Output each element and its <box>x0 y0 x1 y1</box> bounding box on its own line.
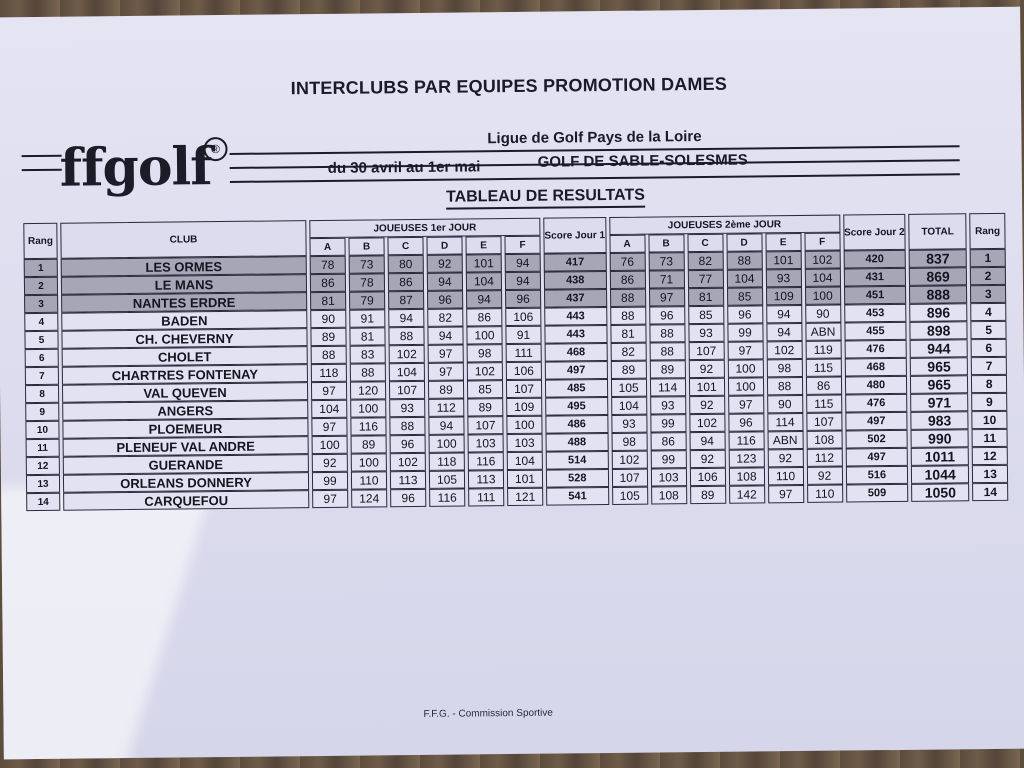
day2-player-score-cell: 92 <box>767 449 803 467</box>
day2-player-score-cell: ABN <box>805 323 841 341</box>
day2-player-score-cell: 89 <box>649 360 685 378</box>
day1-player-score-cell: 89 <box>351 435 387 453</box>
total-cell: 1011 <box>911 447 969 466</box>
day2-player-score-cell: 99 <box>650 414 686 432</box>
document-title: INTERCLUBS PAR EQUIPES PROMOTION DAMES <box>290 73 728 99</box>
score-day1-cell: 541 <box>546 487 609 506</box>
sunlight-patch <box>0 485 213 759</box>
day1-player-score-cell: 90 <box>310 310 346 328</box>
club-name-cell: PLOEMEUR <box>62 418 308 439</box>
day2-player-score-cell: 102 <box>766 341 802 359</box>
day2-player-score-cell: 82 <box>610 343 646 361</box>
rank-cell: 9 <box>25 403 59 421</box>
day1-player-score-cell: 116 <box>468 452 504 470</box>
rank-cell: 3 <box>24 295 58 313</box>
day1-player-score-cell: 86 <box>310 274 346 292</box>
club-name-cell: LE MANS <box>61 274 307 295</box>
rank-cell: 6 <box>25 349 59 367</box>
header-day1-players: JOUEUSES 1er JOUR <box>309 218 540 238</box>
rank-right-cell: 9 <box>971 393 1007 411</box>
score-day2-cell: 451 <box>844 286 907 305</box>
rank-right-cell: 3 <box>970 285 1006 303</box>
score-day2-cell: 497 <box>845 412 908 431</box>
event-dates: du 30 avril au 1er mai <box>327 158 481 177</box>
day1-player-score-cell: 93 <box>389 399 425 417</box>
header-rang: Rang <box>23 223 57 259</box>
score-day1-cell: 438 <box>544 271 607 290</box>
rank-right-cell: 11 <box>972 429 1008 447</box>
day1-player-score-cell: 73 <box>349 255 385 273</box>
day1-player-score-cell: 121 <box>507 488 543 506</box>
day1-player-score-cell: 78 <box>349 273 385 291</box>
day1-player-score-cell: 106 <box>505 308 541 326</box>
day2-player-score-cell: 90 <box>805 305 841 323</box>
club-name-cell: LES ORMES <box>61 256 307 277</box>
day2-player-score-cell: 104 <box>611 397 647 415</box>
total-cell: 898 <box>910 321 968 340</box>
club-name-cell: NANTES ERDRE <box>61 292 307 313</box>
rank-right-cell: 7 <box>971 357 1007 375</box>
score-day2-cell: 420 <box>843 250 906 269</box>
day2-player-score-cell: 100 <box>728 377 764 395</box>
score-day1-cell: 528 <box>546 469 609 488</box>
day1-player-score-cell: 92 <box>427 255 463 273</box>
score-day1-cell: 486 <box>545 415 608 434</box>
rank-cell: 13 <box>26 475 60 493</box>
results-table <box>20 213 1011 511</box>
rank-cell: 5 <box>24 331 58 349</box>
score-day1-cell: 443 <box>544 325 607 344</box>
day2-player-score-cell: 115 <box>806 395 842 413</box>
day2-player-score-cell: 115 <box>805 359 841 377</box>
day2-player-score-cell: 104 <box>726 269 762 287</box>
day1-player-score-cell: 96 <box>390 489 426 507</box>
day2-player-score-cell: 81 <box>688 288 724 306</box>
total-cell: 837 <box>909 249 967 268</box>
rank-right-cell: 10 <box>972 411 1008 429</box>
day1-player-score-cell: 89 <box>428 381 464 399</box>
day1-player-score-cell: 89 <box>467 398 503 416</box>
day2-player-score-cell: 108 <box>728 467 764 485</box>
rank-right-cell: 14 <box>972 483 1008 501</box>
day1-player-score-cell: 81 <box>310 292 346 310</box>
day1-player-score-cell: 83 <box>350 345 386 363</box>
day1-player-score-cell: 105 <box>429 470 465 488</box>
club-name-cell: PLENEUF VAL ANDRE <box>63 436 309 457</box>
day2-player-score-cell: 110 <box>807 485 843 503</box>
score-day2-cell: 516 <box>845 466 908 485</box>
score-day1-cell: 485 <box>545 379 608 398</box>
total-cell: 965 <box>910 375 968 394</box>
day1-player-score-cell: 94 <box>427 327 463 345</box>
day2-player-score-cell: 105 <box>611 379 647 397</box>
rank-cell: 12 <box>26 457 60 475</box>
club-name-cell: CHARTRES FONTENAY <box>62 364 308 385</box>
day2-player-score-cell: 86 <box>806 377 842 395</box>
day2-player-score-cell: 123 <box>728 449 764 467</box>
day1-player-score-cell: 79 <box>349 291 385 309</box>
day1-player-score-cell: 88 <box>311 346 347 364</box>
score-day1-cell: 468 <box>545 343 608 362</box>
day1-player-score-cell: 78 <box>310 256 346 274</box>
day2-player-score-cell: 85 <box>727 287 763 305</box>
day1-player-score-cell: 100 <box>312 436 348 454</box>
day2-player-score-cell: ABN <box>767 431 803 449</box>
day2-player-score-cell: 76 <box>609 253 645 271</box>
day1-player-score-cell: 118 <box>429 452 465 470</box>
day1-player-score-cell: 101 <box>466 254 502 272</box>
day1-player-score-cell: 111 <box>506 344 542 362</box>
score-day1-cell: 497 <box>545 361 608 380</box>
day1-player-score-cell: 87 <box>388 291 424 309</box>
day1-player-score-cell: 104 <box>507 452 543 470</box>
day2-player-score-cell: 104 <box>804 269 840 287</box>
day2-player-score-cell: 89 <box>610 361 646 379</box>
logo-text: ffgolf <box>59 136 212 199</box>
day2-player-score-cell: 88 <box>726 251 762 269</box>
day2-player-score-cell: 92 <box>806 467 842 485</box>
day1-player-score-cell: 97 <box>428 345 464 363</box>
day1-player-score-cell: 110 <box>351 471 387 489</box>
day1-player-score-cell: 100 <box>351 453 387 471</box>
score-day2-cell: 468 <box>844 358 907 377</box>
club-name-cell: CHOLET <box>62 346 308 367</box>
rank-right-cell: 8 <box>971 375 1007 393</box>
day2-player-score-cell: 114 <box>650 378 686 396</box>
day1-player-score-cell: 96 <box>390 435 426 453</box>
league-subtitle: Ligue de Golf Pays de la Loire <box>487 128 702 148</box>
day1-player-score-cell: 99 <box>312 472 348 490</box>
total-cell: 1044 <box>911 465 969 484</box>
day2-player-score-cell: 105 <box>612 487 648 505</box>
day1-player-score-cell: 113 <box>468 470 504 488</box>
day2-player-score-cell: 86 <box>650 432 686 450</box>
day1-player-score-cell: 88 <box>388 327 424 345</box>
day2-player-score-cell: 98 <box>611 433 647 451</box>
day1-player-score-cell: 97 <box>311 382 347 400</box>
day2-player-score-cell: 81 <box>610 325 646 343</box>
day2-player-score-cell: 110 <box>767 467 803 485</box>
score-day1-cell: 437 <box>544 289 607 308</box>
day2-player-score-cell: 88 <box>649 324 685 342</box>
day2-player-score-cell: 73 <box>648 252 684 270</box>
day2-player-score-cell: 100 <box>727 359 763 377</box>
day1-player-score-cell: 101 <box>507 470 543 488</box>
day2-player-score-cell: 108 <box>806 431 842 449</box>
day2-player-score-cell: 86 <box>609 271 645 289</box>
day1-player-score-cell: 107 <box>389 381 425 399</box>
day2-player-score-cell: 89 <box>690 486 726 504</box>
total-cell: 983 <box>911 411 969 430</box>
rank-right-cell: 12 <box>972 447 1008 465</box>
rank-cell: 2 <box>24 277 58 295</box>
logo-line <box>22 155 62 157</box>
header-player-day2-f: F <box>804 233 840 251</box>
header-score-day1: Score Jour 1 <box>543 217 606 254</box>
day2-player-score-cell: 109 <box>766 287 802 305</box>
day1-player-score-cell: 113 <box>390 471 426 489</box>
total-cell: 869 <box>909 267 967 286</box>
header-player-day1-b: B <box>348 237 384 255</box>
score-day1-cell: 443 <box>544 307 607 326</box>
day2-player-score-cell: 106 <box>689 468 725 486</box>
club-name-cell: CH. CHEVERNY <box>61 328 307 349</box>
day1-player-score-cell: 82 <box>427 309 463 327</box>
rank-cell: 11 <box>26 439 60 457</box>
header-rang-right: Rang <box>969 213 1005 249</box>
day1-player-score-cell: 111 <box>468 488 504 506</box>
day1-player-score-cell: 96 <box>427 291 463 309</box>
day1-player-score-cell: 124 <box>351 489 387 507</box>
day1-player-score-cell: 85 <box>467 380 503 398</box>
score-day2-cell: 476 <box>845 394 908 413</box>
day2-player-score-cell: 90 <box>767 395 803 413</box>
logo-line <box>22 169 62 171</box>
day2-player-score-cell: 108 <box>651 486 687 504</box>
rank-right-cell: 6 <box>971 339 1007 357</box>
day1-player-score-cell: 104 <box>389 363 425 381</box>
header-player-day1-a: A <box>309 238 345 256</box>
day2-player-score-cell: 98 <box>766 359 802 377</box>
day2-player-score-cell: 94 <box>766 323 802 341</box>
day1-player-score-cell: 104 <box>466 272 502 290</box>
rank-cell: 7 <box>25 367 59 385</box>
total-cell: 971 <box>910 393 968 412</box>
day1-player-score-cell: 102 <box>389 345 425 363</box>
event-venue: GOLF DE SABLE-SOLESMES <box>537 151 748 171</box>
day2-player-score-cell: 100 <box>805 287 841 305</box>
day1-player-score-cell: 116 <box>429 488 465 506</box>
day1-player-score-cell: 112 <box>428 399 464 417</box>
day2-player-score-cell: 96 <box>649 306 685 324</box>
day1-player-score-cell: 103 <box>468 434 504 452</box>
header-total: TOTAL <box>908 213 966 250</box>
header-day2-players: JOUEUSES 2ème JOUR <box>609 215 840 235</box>
score-day1-cell: 417 <box>544 253 607 272</box>
day1-player-score-cell: 116 <box>350 417 386 435</box>
day1-player-score-cell: 91 <box>349 309 385 327</box>
club-name-cell: BADEN <box>61 310 307 331</box>
day1-player-score-cell: 97 <box>311 418 347 436</box>
club-name-cell: GUERANDE <box>63 454 309 475</box>
day1-player-score-cell: 96 <box>505 290 541 308</box>
results-sheet <box>0 7 1024 760</box>
score-day2-cell: 502 <box>845 430 908 449</box>
day2-player-score-cell: 88 <box>767 377 803 395</box>
day2-player-score-cell: 107 <box>688 342 724 360</box>
rank-cell: 10 <box>25 421 59 439</box>
day2-player-score-cell: 99 <box>650 450 686 468</box>
day2-player-score-cell: 92 <box>688 360 724 378</box>
day2-player-score-cell: 92 <box>689 396 725 414</box>
total-cell: 896 <box>909 303 967 322</box>
day1-player-score-cell: 103 <box>507 434 543 452</box>
day1-player-score-cell: 118 <box>311 364 347 382</box>
header-score-day2: Score Jour 2 <box>843 214 906 251</box>
header-player-day2-b: B <box>648 234 684 252</box>
day2-player-score-cell: 88 <box>649 342 685 360</box>
club-name-cell: VAL QUEVEN <box>62 382 308 403</box>
day1-player-score-cell: 102 <box>390 453 426 471</box>
header-player-day2-a: A <box>609 235 645 253</box>
day1-player-score-cell: 107 <box>467 416 503 434</box>
day1-player-score-cell: 88 <box>350 363 386 381</box>
header-player-day1-f: F <box>504 236 540 254</box>
day2-player-score-cell: 96 <box>728 413 764 431</box>
header-player-day1-c: C <box>387 237 423 255</box>
day2-player-score-cell: 116 <box>728 431 764 449</box>
day2-player-score-cell: 82 <box>687 252 723 270</box>
day2-player-score-cell: 97 <box>727 341 763 359</box>
day2-player-score-cell: 77 <box>687 270 723 288</box>
header-player-day2-c: C <box>687 234 723 252</box>
day2-player-score-cell: 88 <box>610 289 646 307</box>
day2-player-score-cell: 112 <box>806 449 842 467</box>
day2-player-score-cell: 94 <box>689 432 725 450</box>
rank-cell: 8 <box>25 385 59 403</box>
club-name-cell: ORLEANS DONNERY <box>63 472 309 493</box>
day2-player-score-cell: 102 <box>611 451 647 469</box>
day1-player-score-cell: 86 <box>466 308 502 326</box>
footer-note: F.F.G. - Commission Sportive <box>423 707 554 720</box>
rank-right-cell: 1 <box>970 249 1006 267</box>
score-day2-cell: 480 <box>845 376 908 395</box>
score-day2-cell: 453 <box>844 304 907 323</box>
score-day2-cell: 509 <box>846 484 909 503</box>
day2-player-score-cell: 93 <box>611 415 647 433</box>
day2-player-score-cell: 107 <box>611 469 647 487</box>
day1-player-score-cell: 100 <box>429 434 465 452</box>
total-cell: 888 <box>909 285 967 304</box>
total-cell: 990 <box>911 429 969 448</box>
day2-player-score-cell: 97 <box>728 395 764 413</box>
score-day1-cell: 495 <box>545 397 608 416</box>
day2-player-score-cell: 88 <box>610 307 646 325</box>
total-cell: 965 <box>910 357 968 376</box>
day1-player-score-cell: 88 <box>389 417 425 435</box>
day1-player-score-cell: 81 <box>349 327 385 345</box>
day2-player-score-cell: 101 <box>689 378 725 396</box>
rank-right-cell: 4 <box>970 303 1006 321</box>
header-player-day1-d: D <box>426 237 462 255</box>
score-day2-cell: 455 <box>844 322 907 341</box>
day1-player-score-cell: 94 <box>505 254 541 272</box>
day2-player-score-cell: 102 <box>804 251 840 269</box>
day1-player-score-cell: 94 <box>427 273 463 291</box>
score-day2-cell: 431 <box>843 268 906 287</box>
day1-player-score-cell: 97 <box>312 490 348 508</box>
score-day2-cell: 476 <box>844 340 907 359</box>
club-name-cell: CARQUEFOU <box>63 490 309 511</box>
day1-player-score-cell: 86 <box>388 273 424 291</box>
day1-player-score-cell: 104 <box>311 400 347 418</box>
day2-player-score-cell: 99 <box>727 323 763 341</box>
day1-player-score-cell: 94 <box>388 309 424 327</box>
day2-player-score-cell: 97 <box>768 485 804 503</box>
rank-right-cell: 2 <box>970 267 1006 285</box>
header-player-day1-e: E <box>465 236 501 254</box>
day2-player-score-cell: 101 <box>765 251 801 269</box>
score-day2-cell: 497 <box>845 448 908 467</box>
day1-player-score-cell: 100 <box>506 416 542 434</box>
day2-player-score-cell: 107 <box>806 413 842 431</box>
day1-player-score-cell: 92 <box>312 454 348 472</box>
day2-player-score-cell: 102 <box>689 414 725 432</box>
score-day1-cell: 514 <box>546 451 609 470</box>
club-name-cell: ANGERS <box>62 400 308 421</box>
day2-player-score-cell: 96 <box>727 305 763 323</box>
header-player-day2-d: D <box>726 233 762 251</box>
day1-player-score-cell: 107 <box>506 380 542 398</box>
day2-player-score-cell: 93 <box>765 269 801 287</box>
day2-player-score-cell: 85 <box>688 306 724 324</box>
ffgolf-logo <box>21 135 252 207</box>
day1-player-score-cell: 97 <box>428 363 464 381</box>
rank-right-cell: 13 <box>972 465 1008 483</box>
total-cell: 1050 <box>911 483 969 502</box>
day1-player-score-cell: 89 <box>310 328 346 346</box>
day1-player-score-cell: 91 <box>505 326 541 344</box>
day2-player-score-cell: 93 <box>688 324 724 342</box>
day1-player-score-cell: 80 <box>388 255 424 273</box>
rank-cell: 4 <box>24 313 58 331</box>
day1-player-score-cell: 120 <box>350 381 386 399</box>
day1-player-score-cell: 94 <box>428 417 464 435</box>
day2-player-score-cell: 142 <box>729 485 765 503</box>
day2-player-score-cell: 97 <box>649 288 685 306</box>
day1-player-score-cell: 100 <box>466 326 502 344</box>
header-club: CLUB <box>60 220 306 259</box>
total-cell: 944 <box>910 339 968 358</box>
day2-player-score-cell: 71 <box>648 270 684 288</box>
day2-player-score-cell: 94 <box>766 305 802 323</box>
rank-cell: 14 <box>26 493 60 511</box>
day1-player-score-cell: 94 <box>466 290 502 308</box>
results-body <box>24 249 1009 511</box>
table-title: TABLEAU DE RESULTATS <box>446 187 645 210</box>
day1-player-score-cell: 102 <box>467 362 503 380</box>
day2-player-score-cell: 119 <box>805 341 841 359</box>
registered-mark-icon: ® <box>203 137 227 161</box>
score-day1-cell: 488 <box>546 433 609 452</box>
rank-right-cell: 5 <box>971 321 1007 339</box>
day2-player-score-cell: 92 <box>689 450 725 468</box>
day1-player-score-cell: 109 <box>506 398 542 416</box>
day2-player-score-cell: 93 <box>650 396 686 414</box>
day1-player-score-cell: 106 <box>506 362 542 380</box>
header-player-day2-e: E <box>765 233 801 251</box>
day2-player-score-cell: 103 <box>650 468 686 486</box>
day2-player-score-cell: 114 <box>767 413 803 431</box>
day1-player-score-cell: 94 <box>505 272 541 290</box>
day1-player-score-cell: 98 <box>467 344 503 362</box>
rank-cell: 1 <box>24 259 58 277</box>
day1-player-score-cell: 100 <box>350 399 386 417</box>
